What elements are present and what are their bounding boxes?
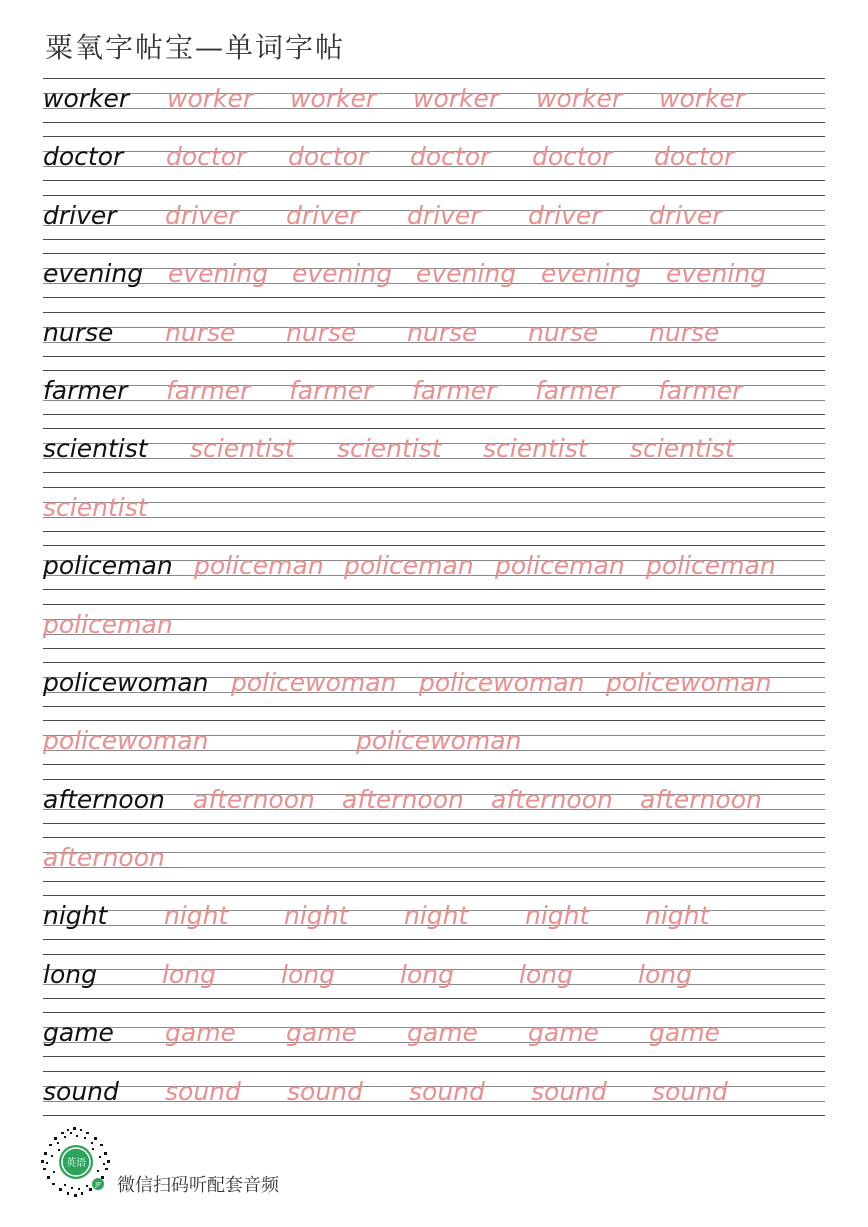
trace-word: worker — [290, 84, 377, 113]
copybook-sheet — [43, 78, 825, 1129]
trace-word: evening — [666, 259, 767, 289]
main-word: scientist — [43, 434, 148, 464]
trace-word: scientist — [483, 434, 588, 464]
trace-word: policewoman — [231, 667, 397, 697]
practice-row — [43, 545, 825, 603]
practice-row — [43, 604, 825, 662]
main-word: driver — [43, 200, 117, 230]
trace-word: policeman — [344, 551, 474, 581]
practice-row — [43, 136, 825, 194]
trace-word: afternoon — [342, 784, 464, 814]
trace-word: driver — [286, 200, 360, 230]
trace-word: scientist — [190, 434, 295, 464]
trace-word: scientist — [337, 434, 442, 464]
trace-word: policewoman — [356, 726, 522, 756]
trace-word: evening — [292, 259, 393, 289]
trace-word: game — [528, 1018, 599, 1048]
trace-word: worker — [413, 84, 500, 113]
trace-word: nurse — [165, 317, 236, 347]
trace-word: doctor — [288, 142, 369, 172]
trace-word: long — [638, 959, 692, 989]
practice-row — [43, 78, 825, 136]
trace-word: scientist — [630, 434, 735, 464]
practice-row — [43, 195, 825, 253]
trace-word: policeman — [495, 551, 625, 581]
main-word: afternoon — [43, 784, 165, 814]
trace-word: long — [162, 959, 216, 989]
trace-word: game — [407, 1018, 478, 1048]
qr-badge-label: 英语 — [66, 1158, 86, 1169]
practice-row — [43, 837, 825, 895]
trace-word: game — [165, 1018, 236, 1048]
trace-word: long — [519, 959, 573, 989]
trace-word: farmer — [658, 375, 743, 405]
main-word: game — [43, 1018, 114, 1048]
trace-word: policewoman — [606, 667, 772, 697]
practice-row — [43, 253, 825, 311]
trace-word: evening — [416, 259, 517, 289]
trace-word: policeman — [646, 551, 776, 581]
practice-row — [43, 954, 825, 1012]
main-word: worker — [43, 84, 130, 113]
trace-word: night — [525, 901, 590, 931]
trace-word: policewoman — [43, 726, 209, 756]
trace-word: doctor — [654, 142, 735, 172]
trace-word: game — [649, 1018, 720, 1048]
practice-row — [43, 662, 825, 720]
qr-caption: 微信扫码听配套音频 — [117, 1175, 279, 1196]
trace-word: farmer — [535, 375, 620, 405]
trace-word: night — [284, 901, 349, 931]
trace-word: worker — [536, 84, 623, 113]
trace-word: worker — [659, 84, 746, 113]
trace-word: driver — [528, 200, 602, 230]
trace-word: afternoon — [193, 784, 315, 814]
main-word: night — [43, 901, 108, 931]
main-word: policewoman — [43, 667, 209, 697]
trace-word: game — [286, 1018, 357, 1048]
trace-word: nurse — [286, 317, 357, 347]
trace-word: sound — [409, 1076, 485, 1106]
trace-word: nurse — [407, 317, 478, 347]
trace-word: driver — [649, 200, 723, 230]
trace-word: doctor — [410, 142, 491, 172]
practice-row — [43, 1071, 825, 1129]
practice-row — [43, 487, 825, 545]
practice-row — [43, 779, 825, 837]
trace-word: worker — [167, 84, 254, 113]
main-word: farmer — [43, 375, 128, 405]
audio-footer — [40, 1126, 340, 1198]
main-word: policeman — [43, 551, 173, 581]
practice-row — [43, 428, 825, 486]
trace-word: evening — [541, 259, 642, 289]
qr-code-icon[interactable] — [40, 1126, 112, 1198]
main-word: evening — [43, 259, 144, 289]
trace-word: doctor — [532, 142, 613, 172]
trace-word: farmer — [166, 375, 251, 405]
trace-word: evening — [168, 259, 269, 289]
trace-word: sound — [165, 1076, 241, 1106]
trace-word: long — [281, 959, 335, 989]
trace-word: farmer — [412, 375, 497, 405]
trace-word: doctor — [166, 142, 247, 172]
trace-word: policeman — [194, 551, 324, 581]
trace-word: afternoon — [640, 784, 762, 814]
main-word: doctor — [43, 142, 124, 172]
practice-row — [43, 1012, 825, 1070]
trace-word: night — [164, 901, 229, 931]
trace-word: sound — [287, 1076, 363, 1106]
trace-word: afternoon — [491, 784, 613, 814]
practice-row — [43, 895, 825, 953]
trace-word: afternoon — [43, 843, 165, 873]
practice-row — [43, 720, 825, 778]
trace-word: driver — [165, 200, 239, 230]
main-word: long — [43, 959, 97, 989]
trace-word: policewoman — [419, 667, 585, 697]
practice-row — [43, 370, 825, 428]
trace-word: night — [645, 901, 710, 931]
trace-word: long — [400, 959, 454, 989]
trace-word: nurse — [528, 317, 599, 347]
trace-word: farmer — [289, 375, 374, 405]
page-title: 粟氧字帖宝—单词字帖 — [45, 31, 346, 64]
main-word: sound — [43, 1076, 119, 1106]
trace-word: nurse — [649, 317, 720, 347]
trace-word: sound — [531, 1076, 607, 1106]
trace-word: driver — [407, 200, 481, 230]
trace-word: policeman — [43, 609, 173, 639]
trace-word: sound — [652, 1076, 728, 1106]
main-word: nurse — [43, 317, 114, 347]
trace-word: night — [404, 901, 469, 931]
practice-row — [43, 312, 825, 370]
qr-corner-label: JP — [95, 1181, 101, 1189]
trace-word: scientist — [43, 492, 148, 522]
